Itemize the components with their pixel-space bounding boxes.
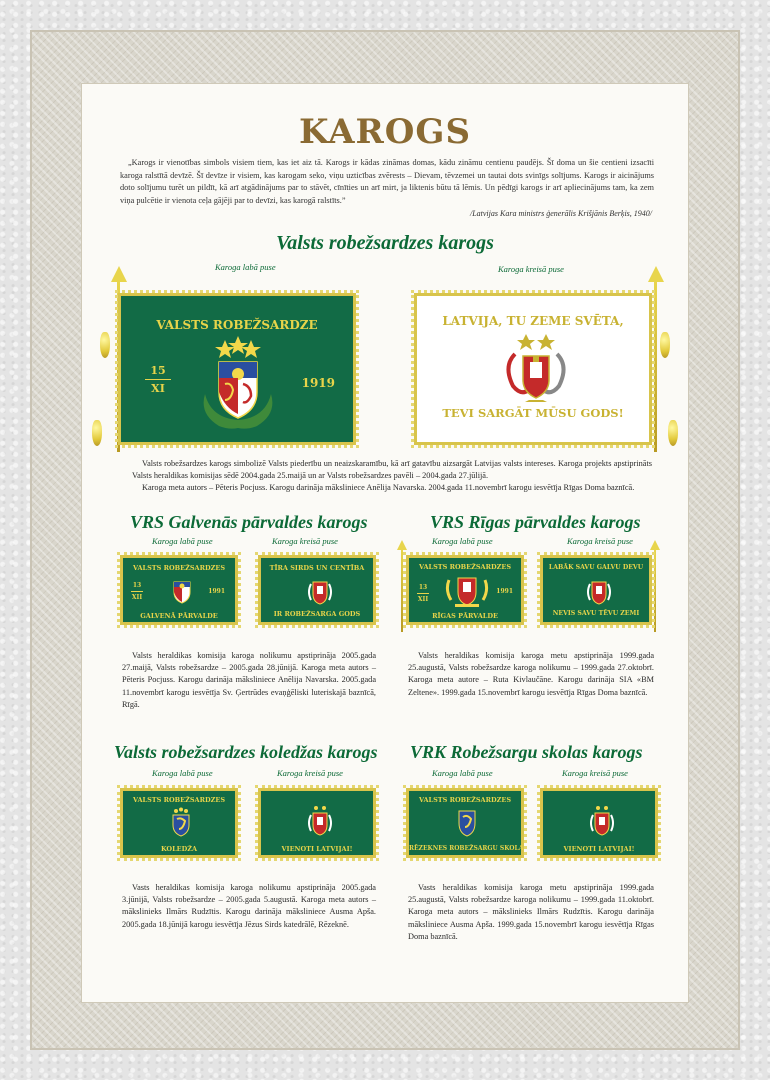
flag-pole [401, 550, 403, 632]
section-title-main-board-flag: VRS Galvenās pārvaldes karogs [130, 512, 368, 532]
pole-tip-icon [397, 540, 407, 550]
label-left-side: Karoga kreisā puse [277, 768, 343, 778]
flag-motto-top: TĪRA SIRDS UN CENTĪBA [269, 564, 365, 572]
riga-greater-coat-of-arms-icon [445, 572, 489, 608]
flag-motto-top: VALSTS ROBEŽSARDZES [132, 564, 226, 572]
section-5-description [408, 882, 654, 943]
flag-motto-top: VALSTS ROBEŽSARDZES [418, 563, 512, 571]
coat-of-arms-icon [195, 334, 281, 434]
flag-motto-bottom: RĪGAS PĀRVALDE [432, 612, 498, 620]
flag-date-month: XII [417, 596, 429, 603]
riga-coat-of-arms-icon [589, 805, 615, 837]
quote-author: /Latvijas Kara ministrs ģenerālis Krišjānis Berķis, 1940/ [469, 209, 652, 218]
pole-tip-icon [111, 266, 127, 282]
section-title-school-flag: VRK Robežsargu skolas karogs [410, 742, 643, 762]
flag-front-side [120, 788, 238, 858]
flag-motto-top: VALSTS ROBEŽSARDZE [156, 318, 318, 332]
flag-motto-top: LATVIJA, TU ZEME SVĒTA, [442, 314, 624, 328]
flag-back-side [258, 788, 376, 858]
section-1-description [132, 458, 652, 495]
flag-motto-bottom: RĒZEKNES ROBEŽSARGU SKOLA [409, 845, 524, 852]
flag-date-month: XI [151, 382, 165, 395]
riga-coat-of-arms-icon [586, 576, 612, 606]
label-right-side: Karoga labā puse [432, 536, 493, 546]
flag-date [131, 582, 143, 601]
flag-motto-bottom: NEVIS SAVU TĒVU ZEMI [552, 610, 640, 617]
flag-year: 1991 [496, 588, 513, 595]
pole-tip-icon [650, 540, 660, 550]
flag-pole [654, 282, 657, 452]
intro-quote: „Karogs ir vienotības simbols visiem tiem, kas iet aiz tā. Karogs ir kādas zināmas domas, kādu zināmu centienu paudējs. Šī doma un šie centieni izsacīti karoga ralstītā devīzē. Šī devīze ir visiem, kas karogam seko, viņu uzticības zvērests – Dievam, tēvzemei un tautai dots svinīgs solījums. Karogs ir aicinājums doto solījumu turēt un pildīt, kā arī atgādinājums par to stāvēt, cīnīties un arī mirt, ja liktenis būtu tā lēmis. Un pēdīgi karogs ir arī apliecinājums tam, ka zem viņa pulcētie ir vienota ceļa gājēji par to devīzi, kas karogā ralstīts.” [120, 158, 654, 205]
section-title-riga-board-flag: VRS Rīgas pārvaldes karogs [430, 512, 641, 532]
flag-motto-bottom: IR ROBEŽSARGA GODS [273, 610, 361, 618]
flag-motto-top: VALSTS ROBEŽSARDZES [418, 796, 512, 804]
riga-coat-of-arms-icon [499, 330, 573, 402]
section-3-description [408, 650, 654, 699]
section-5-description-text: Vasts heraldikas komisija karoga metu apstiprināja 1999.gada 25.augustā, Valsts robežsardze karoga nolikumu – 1999.gada 11.oktobrī. Karoga meta autors – mākslinieks Ilmārs Rudzītis. Karogu darināja māksliniece Ausma Apša. 1999.gada 15.novembrī karogu iesvētīja Rīgas Doma baznīcā. [408, 883, 654, 941]
flag-back-side [258, 555, 376, 625]
section-2-description-text: Valsts heraldikas komisija karoga nolikumu apstiprināja 2005.gada 27.maijā, Valsts robežsardze – 2005.gada 28.jūnijā. Karoga meta autors – Pēteris Pocjuss. Karogu darināja māksliniece Anēlija Navarska. 2005.gada 11.novembrī karogu iesvētīja Sv. Ģertrūdes evaņģēliski luteriskajā baznīcā, Rīgā. [122, 651, 376, 709]
flag-back-side [414, 293, 652, 445]
flag-front-side [406, 788, 524, 858]
section-2-description [122, 650, 376, 711]
riga-coat-of-arms-icon [307, 805, 333, 837]
pole-tip-icon [648, 266, 664, 282]
flag-date [145, 364, 171, 395]
flag-motto-bottom: VIENOTI LATVIJAI! [281, 845, 353, 853]
section-title-college-flag: Valsts robežsardzes koledžas karogs [114, 742, 378, 762]
tassel-icon [668, 420, 678, 446]
page-title: KAROGS [298, 112, 471, 152]
section-title-border-guard-flag: Valsts robežsardzes karogs [276, 232, 494, 254]
label-right-side: Karoga labā puse [432, 768, 493, 778]
flag-date-day: 13 [132, 582, 142, 589]
label-left-side: Karoga kreisā puse [272, 536, 338, 546]
flag-front-side [406, 555, 524, 625]
flag-date-day: 15 [150, 364, 166, 377]
flag-motto-bottom: TEVI SARGĀT MŪSU GODS! [442, 406, 624, 420]
flag-date-day: 13 [418, 584, 428, 591]
section-4-description [122, 882, 376, 931]
flag-year: 1919 [301, 376, 335, 390]
flag-front-side [120, 555, 238, 625]
flag-back-side [540, 555, 652, 625]
label-right-side: Karoga labā puse [215, 262, 276, 272]
tassel-icon [660, 332, 670, 358]
coat-of-arms-icon [171, 578, 193, 604]
flag-motto-bottom: GALVENĀ PĀRVALDE [140, 612, 218, 620]
label-left-side: Karoga kreisā puse [567, 536, 633, 546]
flag-motto-bottom: KOLEDŽA [160, 845, 198, 853]
section-1-description-p2: Karoga meta autors – Pēteris Pocjuss. Karogu darināja māksliniece Anēlija Navarska. 2004.gada 11.novembrī karogu iesvētīja Rīgas Doma baznīcā. [142, 483, 635, 493]
flag-pole [654, 550, 656, 632]
rezekne-emblem-icon [455, 807, 479, 837]
flag-year: 1991 [208, 588, 225, 595]
label-left-side: Karoga kreisā puse [562, 768, 628, 778]
tassel-icon [92, 420, 102, 446]
label-left-side: Karoga kreisā puse [498, 264, 564, 274]
section-3-description-text: Valsts heraldikas komisija karoga metu apstiprināja 1999.gada 25.augustā, Valsts robežsardze karoga nolikumu – 1999.gada 27.oktobrī. Karoga meta autore – Ruta Kivlaučāne. Karogu darināja SIA «BM Zeltene». 1999.gada 15.novembrī karogu iesvētīja Rīgas Doma baznīcā. [408, 651, 654, 697]
flag-front-side [118, 293, 356, 445]
flag-date [417, 584, 429, 603]
flag-motto-bottom: VIENOTI LATVIJAI! [563, 845, 635, 853]
flag-date-month: XII [131, 594, 143, 601]
section-1-description-p1: Valsts robežsardzes karogs simbolizē Valsts piederību un neaizskaramību, kā arī gatavību aizsargāt Latvijas valsts intereses. Karoga projekts apstiprināts Valsts heraldikas komisijas sēdē 2004.gada 25.maijā un ar Valsts robežsardzes pavēli – 2004.gada 27.jūlijā. [132, 459, 652, 481]
college-emblem-icon [169, 807, 193, 837]
label-right-side: Karoga labā puse [152, 536, 213, 546]
label-right-side: Karoga labā puse [152, 768, 213, 778]
flag-motto-top: VALSTS ROBEŽSARDZES [132, 796, 226, 804]
riga-coat-of-arms-icon [307, 576, 333, 606]
tassel-icon [100, 332, 110, 358]
section-4-description-text: Vasts heraldikas komisija karoga nolikumu apstiprināja 2005.gada 3.jūnijā, Valsts robežsardze – 2005.gada 5.augustā. Karoga meta autors – mākslinieks Ilmārs Rudzītis. Karogu darināja māksliniece Ausma Apša. 2005.gada 18.jūnijā karogu iesvētīja Jēzus Sirds katedrālē, Rēzeknē. [122, 883, 376, 929]
flag-back-side [540, 788, 658, 858]
flag-motto-top: LABĀK SAVU GALVU DEVU [548, 564, 644, 571]
